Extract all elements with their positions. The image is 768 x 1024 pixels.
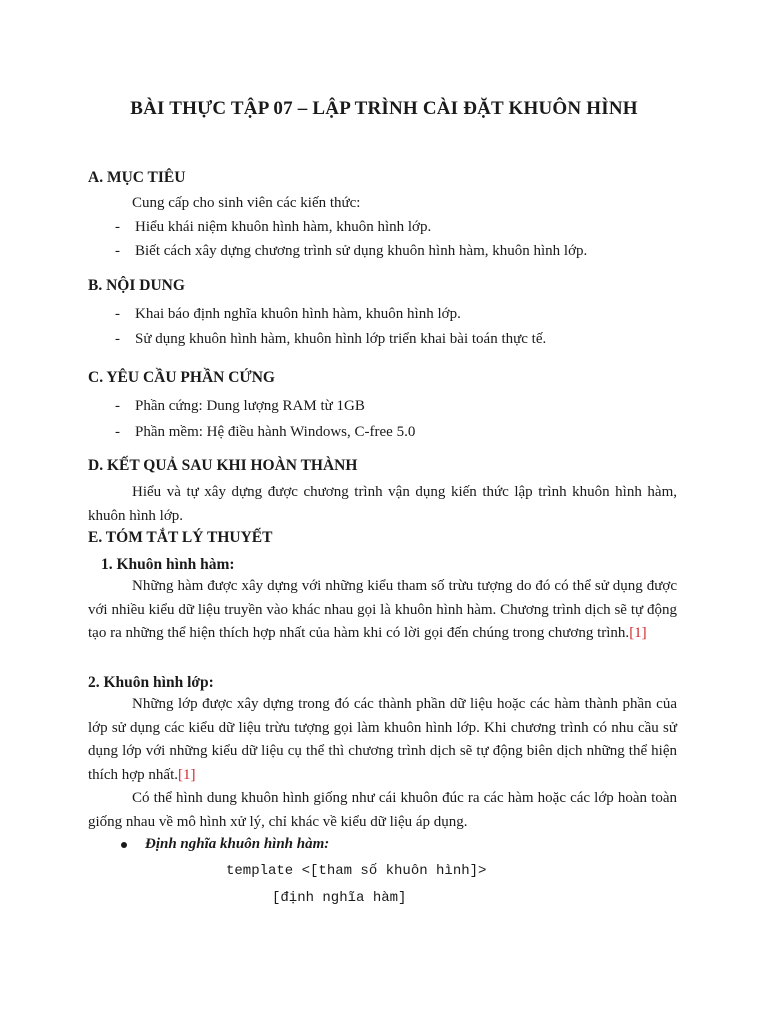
section-d-heading: D. KẾT QUẢ SAU KHI HOÀN THÀNH xyxy=(88,457,358,474)
section-a-intro: Cung cấp cho sinh viên các kiến thức: xyxy=(132,195,361,211)
code-line-template: template <[tham số khuôn hình]> xyxy=(226,863,487,879)
dash-bullet: - xyxy=(115,306,120,322)
section-e-heading: E. TÓM TẮT LÝ THUYẾT xyxy=(88,529,273,546)
section-c-heading: C. YÊU CẦU PHẦN CỨNG xyxy=(88,369,275,386)
subsection-1-heading: 1. Khuôn hình hàm: xyxy=(101,556,235,573)
code-line-definition: [định nghĩa hàm] xyxy=(272,890,407,906)
subsection-2-text-2: Có thể hình dung khuôn hình giống như cái khuôn đúc ra các hàm hoặc các lớp hoàn toàn giống nhau về mô hình xử lý, chỉ khác về kiểu dữ liệu áp dụng. xyxy=(88,790,677,830)
dash-bullet: - xyxy=(115,331,120,347)
section-a-item: - Hiểu khái niệm khuôn hình hàm, khuôn hình lớp. xyxy=(115,219,432,235)
section-d-text: Hiểu và tự xây dựng được chương trình vận dụng kiến thức lập trình khuôn hình hàm, khuôn hình lớp. xyxy=(88,484,677,524)
subsection-2-text: Những lớp được xây dựng trong đó các thành phần dữ liệu hoặc các hàm thành phần của lớp sử dụng các kiểu dữ liệu trừu tượng gọi làm khuôn hình lớp. Khi chương trình có nhu cầu sử dụng lớp với những kiểu dữ liệu cụ thể thì chương trình dịch sẽ tự động biên dịch những thể hiện thích hợp nhất.[1] xyxy=(88,696,677,783)
section-b-heading: B. NỘI DUNG xyxy=(88,277,185,294)
citation-link[interactable]: [1] xyxy=(178,766,196,783)
section-a-heading: A. MỤC TIÊU xyxy=(88,169,186,186)
definition-item: Định nghĩa khuôn hình hàm: xyxy=(121,836,329,853)
citation-link[interactable]: [1] xyxy=(629,625,647,641)
subsection-2-heading: 2. Khuôn hình lớp: xyxy=(88,674,214,691)
section-b-item: - Sử dụng khuôn hình hàm, khuôn hình lớp triển khai bài toán thực tế. xyxy=(115,331,547,347)
document-title: BÀI THỰC TẬP 07 – LẬP TRÌNH CÀI ĐẶT KHUÔN HÌNH xyxy=(130,98,638,119)
section-a-item: - Biết cách xây dựng chương trình sử dụng khuôn hình hàm, khuôn hình lớp. xyxy=(115,243,588,259)
dash-bullet: - xyxy=(115,219,120,235)
dash-bullet: - xyxy=(115,398,120,414)
section-c-item: - Phần cứng: Dung lượng RAM từ 1GB xyxy=(115,398,365,414)
dash-bullet: - xyxy=(115,424,120,440)
dash-bullet: - xyxy=(115,243,120,259)
section-b-item: - Khai báo định nghĩa khuôn hình hàm, khuôn hình lớp. xyxy=(115,306,461,322)
round-bullet-icon xyxy=(121,842,127,848)
section-c-item: - Phần mềm: Hệ điều hành Windows, C-free 5.0 xyxy=(115,424,416,440)
subsection-1-text: Những hàm được xây dựng với những kiểu tham số trừu tượng do đó có thể sử dụng được với nhiều kiểu dữ liệu truyền vào khác nhau gọi là khuôn hình hàm. Chương trình dịch sẽ tự động tạo ra những thể hiện thích hợp nhất của hàm khi có lời gọi đến chúng trong chương trình.[1] xyxy=(88,578,677,641)
